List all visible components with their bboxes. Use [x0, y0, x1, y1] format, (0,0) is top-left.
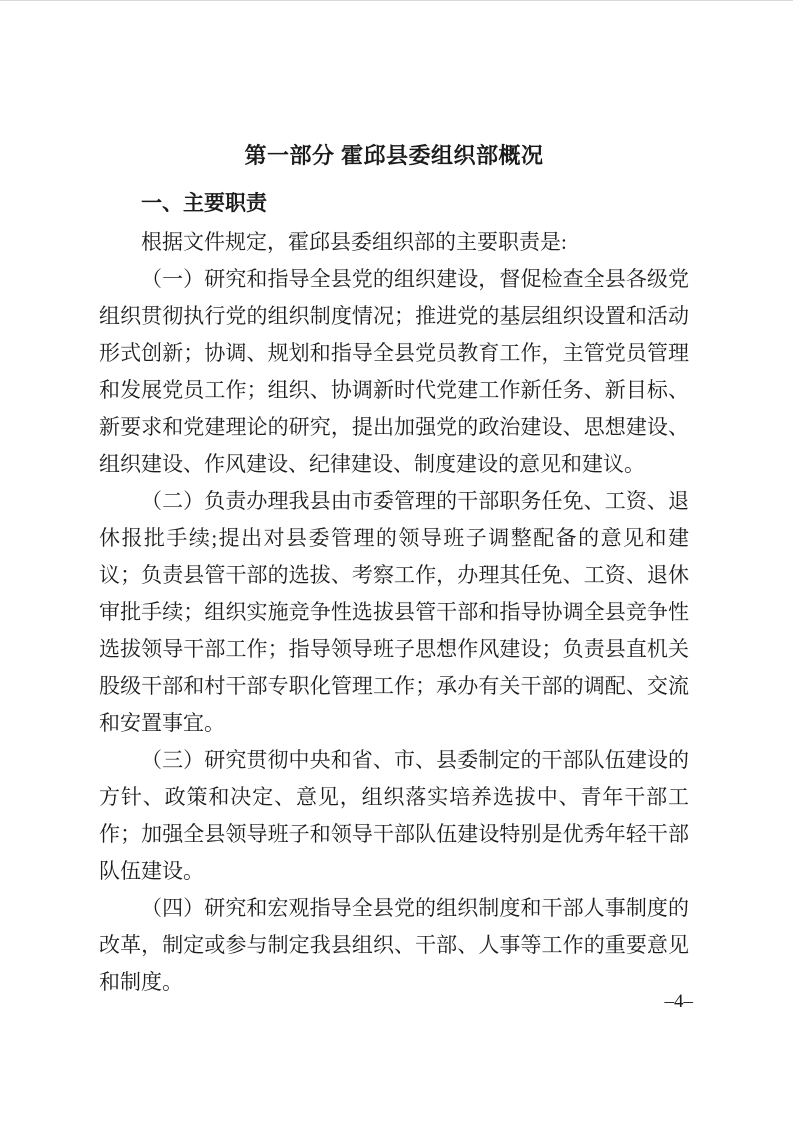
intro-paragraph: 根据文件规定，霍邱县委组织部的主要职责是:: [141, 230, 567, 254]
duty-paragraph-4: （四）研究和宏观指导全县党的组织制度和干部人事制度的改革，制定或参与制定我县组织、干部、人事等工作的重要意见和制度。: [99, 896, 689, 994]
section-heading: 一、主要职责: [141, 192, 267, 215]
duty-paragraph-3: （三）研究贯彻中央和省、市、县委制定的干部队伍建设的方针、政策和决定、意见，组织落实培养选拔中、青年干部工作；加强全县领导班子和领导干部队伍建设特别是优秀年轻干部队伍建设。: [99, 748, 689, 883]
document-title: 第一部分 霍邱县委组织部概况: [244, 143, 544, 168]
page-number: –4–: [664, 991, 693, 1012]
duty-paragraph-1: （一）研究和指导全县党的组织建设，督促检查全县各级党组织贯彻执行党的组织制度情况；推进党的基层组织设置和活动形式创新；协调、规划和指导全县党员教育工作，主管党员管理和发展党员工作；组织、协调新时代党建工作新任务、新目标、新要求和党建理论的研究，提出加强党的政治建设、思想建设、组织建设、作风建设、纪律建设、制度建设的意见和建议。: [99, 267, 689, 476]
duty-paragraph-2: （二）负责办理我县由市委管理的干部职务任免、工资、退休报批手续;提出对县委管理的领导班子调整配备的意见和建议；负责县管干部的选拔、考察工作，办理其任免、工资、退休审批手续；组织实施竞争性选拔县管干部和指导协调全县竞争性选拔领导干部工作；指导领导班子思想作风建设；负责县直机关股级干部和村干部专职化管理工作；承办有关干部的调配、交流和安置事宜。: [99, 489, 689, 735]
document-content: [99, 140, 689, 1001]
